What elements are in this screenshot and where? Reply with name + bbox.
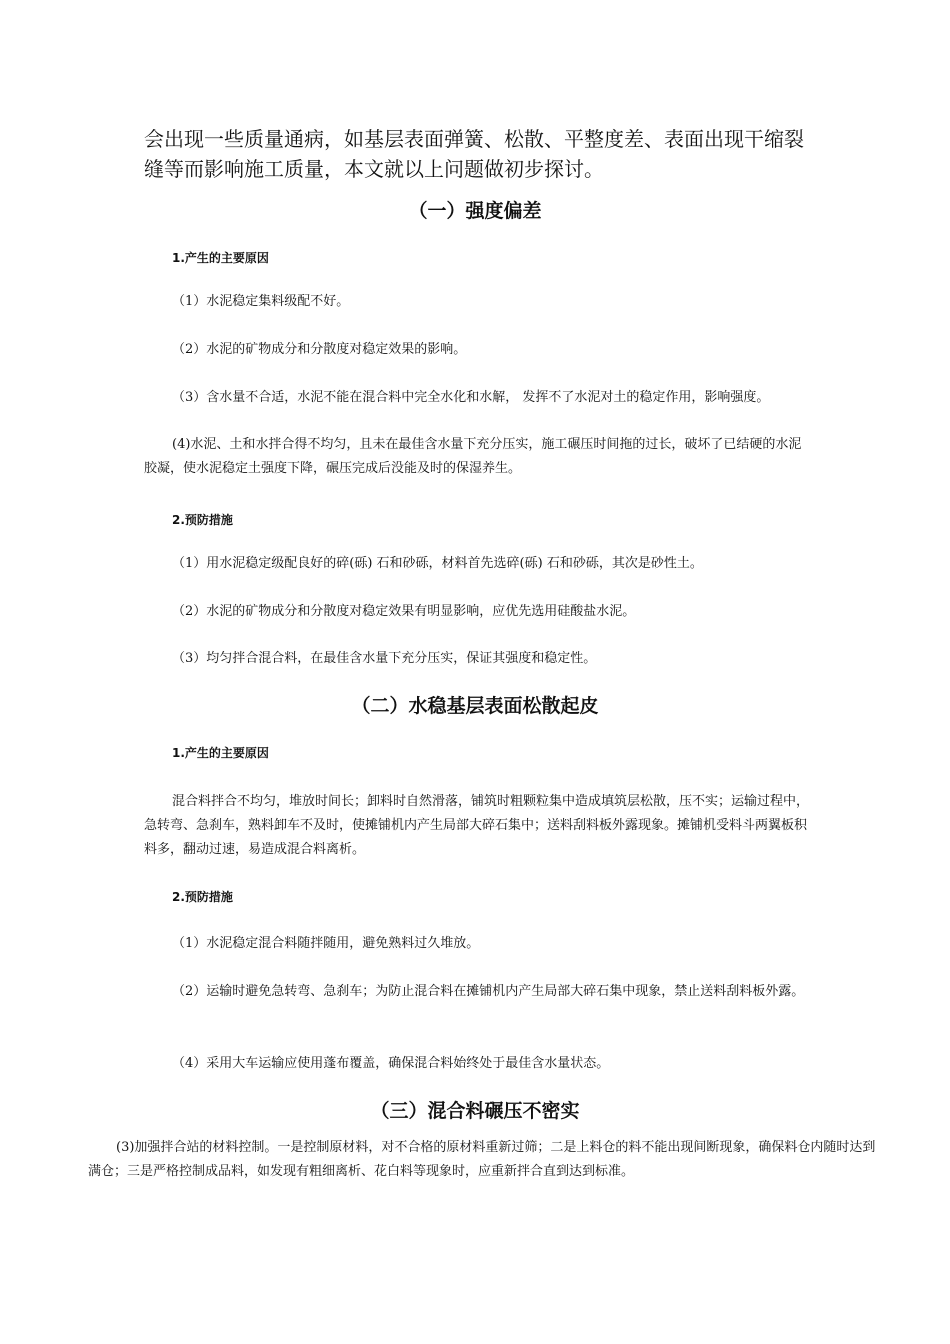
list-item: （1）水泥稳定混合料随拌随用，避免熟料过久堆放。 — [172, 936, 480, 951]
list-item: （3）含水量不合适，水泥不能在混合料中完全水化和水解， 发挥不了水泥对土的稳定作用，影响强度。 — [172, 390, 770, 405]
section-title-loosening: （二）水稳基层表面松散起皮 — [351, 695, 599, 717]
list-item: （1）水泥稳定集料级配不好。 — [172, 294, 350, 309]
list-item: (4)水泥、土和水拌合得不均匀，且未在最佳含水量下充分压实，施工碾压时间拖的过长，破坏了已结硬的水泥胶凝，使水泥稳定土强度下降，碾压完成后没能及时的保湿养生。 — [144, 437, 802, 476]
subheading-prevention: 2.预防措施 — [172, 890, 233, 904]
section-title-strength: （一）强度偏差 — [408, 200, 542, 222]
subheading-causes: 1.产生的主要原因 — [172, 746, 269, 760]
intro-paragraph: 会出现一些质量通病，如基层表面弹簧、松散、平整度差、表面出现干缩裂缝等而影响施工质量，本文就以上问题做初步探讨。 — [144, 127, 804, 181]
list-item: （3）均匀拌合混合料，在最佳含水量下充分压实，保证其强度和稳定性。 — [172, 651, 597, 666]
subheading-causes: 1.产生的主要原因 — [172, 251, 269, 265]
body-paragraph: (3)加强拌合站的材料控制。一是控制原材料，对不合格的原材料重新过筛；二是上料仓的料不能出现间断现象，确保料仓内随时达到满仓；三是严格控制成品料，如发现有粗细离析、花白料等现象时，应重新拌合直到达到标准。 — [88, 1140, 876, 1179]
list-item: （2）水泥的矿物成分和分散度对稳定效果的影响。 — [172, 342, 467, 357]
list-item: （1）用水泥稳定级配良好的碎(砾) 石和砂砾，材料首先选碎(砾) 石和砂砾，其次是砂性土。 — [172, 556, 703, 571]
section-title-compaction: （三）混合料碾压不密实 — [370, 1100, 580, 1122]
body-paragraph: 混合料拌合不均匀，堆放时间长；卸料时自然滑落，铺筑时粗颗粒集中造成填筑层松散，压不实；运输过程中，急转弯、急刹车，熟料卸车不及时，使摊铺机内产生局部大碎石集中；送料刮料板外露现象。摊铺机受料斗两翼板积料多，翻动过速，易造成混合料离析。 — [144, 794, 810, 857]
list-item: （2）水泥的矿物成分和分散度对稳定效果有明显影响，应优先选用硅酸盐水泥。 — [172, 604, 636, 619]
list-item: （4）采用大车运输应使用蓬布覆盖，确保混合料始终处于最佳含水量状态。 — [172, 1056, 610, 1071]
subheading-prevention: 2.预防措施 — [172, 513, 233, 527]
list-item: （2）运输时避免急转弯、急刹车；为防止混合料在摊铺机内产生局部大碎石集中现象，禁止送料刮料板外露。 — [172, 984, 805, 999]
